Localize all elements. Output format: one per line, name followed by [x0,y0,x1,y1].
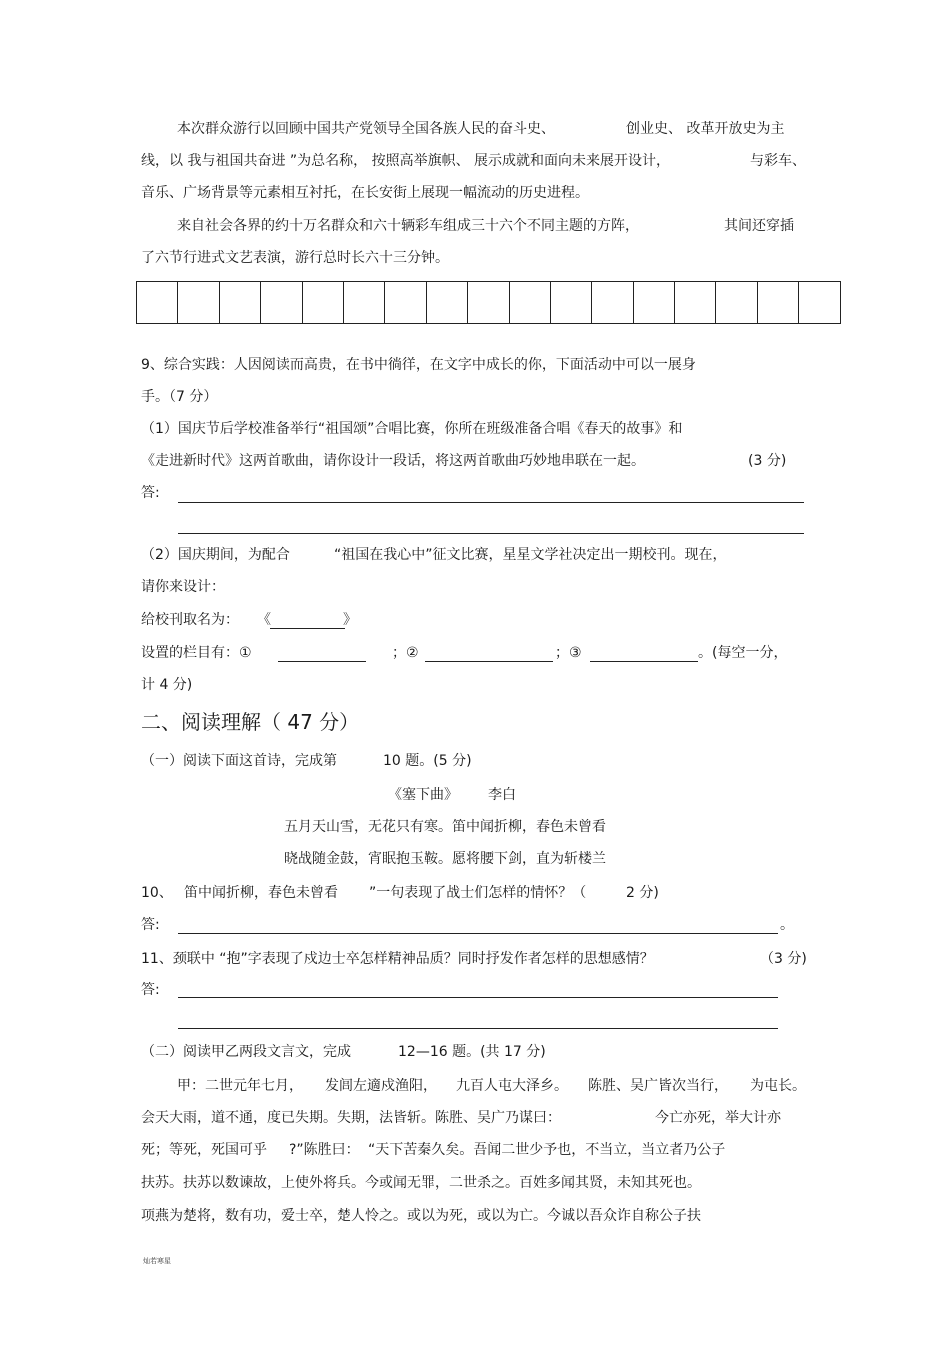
section2-title: 二、阅读理解（ 47 分） [141,710,360,734]
q9-sub2-line1b: “祖国在我心中”征文比赛，星星文学社决定出一期校刊。现在， [334,547,727,563]
q10-quote: 笛中闻折柳，春色未曾看 [184,885,338,901]
q9-name-close: 》 [343,612,357,628]
intro-p1-line2a: 线，以 我与祖国共奋进 ”为总名称， 按照高举旗帜、 展示成就和面向未来展开设计， [141,153,671,169]
writing-grid [136,281,841,324]
q9-columns-label: 设置的栏目有：① [141,645,252,661]
q9-sep2: ；③ [555,645,582,661]
journal-name-blank[interactable] [270,628,345,629]
q9-sub1-score: (3 分) [748,453,787,469]
intro-p2-line2: 了六节行进式文艺表演，游行总时长六十三分钟。 [141,250,449,266]
grid-cell[interactable] [385,282,426,323]
passage-line1d: 陈胜、吴广皆次当行， [588,1078,728,1094]
grid-cell[interactable] [758,282,799,323]
poem-line2: 晓战随金鼓，宵眠抱玉鞍。愿将腰下剑，直为斩楼兰 [284,851,606,867]
passage-line4: 扶苏。扶苏以数谏故，上使外将兵。今或闻无罪，二世杀之。百姓多闻其贤，未知其死也。 [141,1175,701,1191]
q11-question: 11、颈联中 “抱”字表现了戍边士卒怎样精神品质？同时抒发作者怎样的思想感情？ [141,951,654,967]
passage-line3b: ?”陈胜曰： [289,1142,360,1158]
intro-p1-line1b: 创业史、 改革开放史为主 [626,121,785,137]
q9-sub1-line2: 《走进新时代》这两首歌曲，请你设计一段话，将这两首歌曲巧妙地串联在一起。 [141,453,645,469]
q9-line-score: 计 4 分) [141,677,193,693]
passage-line1e: 为屯长。 [750,1078,806,1094]
grid-cell[interactable] [468,282,509,323]
column-blank-2[interactable] [425,661,553,662]
passage-line2b: 今亡亦死，举大计亦 [655,1110,781,1126]
grid-cell[interactable] [634,282,675,323]
passage-line5: 项燕为楚将，数有功，爱士卒，楚人怜之。或以为死，或以为亡。今诚以吾众诈自称公子扶 [141,1208,701,1224]
column-blank-1[interactable] [278,661,366,662]
intro-p1-line1a: 本次群众游行以回顾中国共产党领导全国各族人民的奋斗史、 [177,121,555,137]
q9-sub2-line1a: （2）国庆期间，为配合 [141,547,290,563]
intro-p1-line3: 音乐、广场背景等元素相互衬托，在长安街上展现一幅流动的历史进程。 [141,185,589,201]
q9-answer-label: 答: [141,485,160,501]
grid-cell[interactable] [427,282,468,323]
grid-cell[interactable] [799,282,840,323]
intro-p1-line2b: 与彩车、 [750,153,806,169]
q11-answer-line-1[interactable] [178,997,778,998]
q9-answer-line-2[interactable] [178,533,804,534]
grid-cell[interactable] [261,282,302,323]
intro-p2-line1b: 其间还穿插 [724,218,794,234]
passage-line1c: 九百人屯大泽乡。 [456,1078,568,1094]
part2-intro-a: （二）阅读甲乙两段文言文，完成 [141,1044,351,1060]
grid-cell[interactable] [303,282,344,323]
grid-cell[interactable] [220,282,261,323]
q11-score: （3 分) [760,951,807,967]
q10-answer-label: 答: [141,917,160,933]
q10-answer-line[interactable] [178,933,778,934]
poem-line1: 五月天山雪，无花只有寒。笛中闻折柳，春色未曾看 [284,819,606,835]
q9-answer-line-1[interactable] [178,502,804,503]
poem-title: 《塞下曲》 [388,787,458,803]
q10-number: 10、 [141,885,173,901]
q9-sub2-line2: 请你来设计： [141,579,225,595]
passage-line2a: 会天大雨，道不通，度已失期。失期，法皆斩。陈胜、吴广乃谋曰： [141,1110,561,1126]
q9-sep1: ；② [392,645,419,661]
q10-question: ”一句表现了战士们怎样的情怀？（ [369,885,587,901]
intro-p2-line1a: 来自社会各界的约十万名群众和六十辆彩车组成三十六个不同主题的方阵， [177,218,639,234]
part1-intro-a: （一）阅读下面这首诗，完成第 [141,753,337,769]
grid-cell[interactable] [675,282,716,323]
poem-author: 李白 [488,787,516,803]
part1-intro-b: 10 题。(5 分) [383,753,472,769]
q9-tail: 。(每空一分， [698,645,788,661]
grid-cell[interactable] [510,282,551,323]
q11-answer-label: 答: [141,982,160,998]
passage-line1b: 发闾左適戍渔阳， [325,1078,437,1094]
q10-score: 2 分) [626,885,659,901]
q11-answer-line-2[interactable] [178,1028,778,1029]
column-blank-3[interactable] [590,661,698,662]
grid-cell[interactable] [344,282,385,323]
grid-cell[interactable] [716,282,757,323]
passage-line1a: 甲：二世元年七月， [177,1078,303,1094]
q9-line2: 手。（7 分） [141,389,218,405]
grid-cell[interactable] [137,282,178,323]
q9-line1: 9、综合实践：人因阅读而高贵，在书中徜徉，在文字中成长的你，下面活动中可以一展身 [141,357,696,373]
grid-cell[interactable] [178,282,219,323]
part2-intro-b: 12—16 题。(共 17 分) [398,1044,546,1060]
grid-cell[interactable] [551,282,592,323]
q9-name-open: 《 [257,612,271,628]
q10-end: 。 [780,917,794,933]
footer-watermark: 灿若寒星 [143,1257,171,1265]
q9-sub1-line1: （1）国庆节后学校准备举行“祖国颂”合唱比赛，你所在班级准备合唱《春天的故事》和 [141,421,683,437]
q9-name-label: 给校刊取名为： [141,612,239,628]
grid-cell[interactable] [592,282,633,323]
passage-line3a: 死；等死，死国可乎 [141,1142,267,1158]
passage-line3c: “天下苦秦久矣。吾闻二世少予也，不当立，当立者乃公子 [368,1142,726,1158]
